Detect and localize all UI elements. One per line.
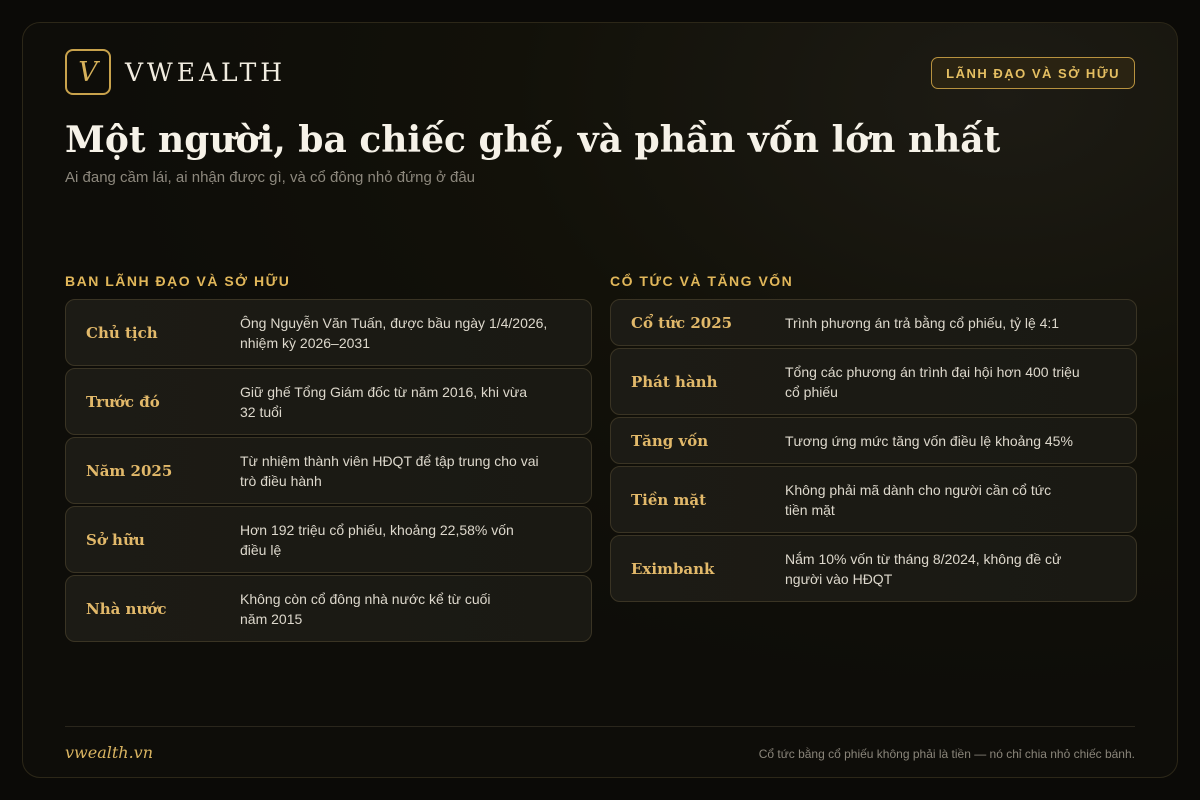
- row-label: Nhà nước: [86, 599, 167, 618]
- info-row-state: [65, 575, 592, 642]
- brand: [65, 49, 286, 95]
- info-row-previous: [65, 368, 592, 435]
- leadership-list: [65, 299, 592, 644]
- row-label: Sở hữu: [86, 530, 145, 549]
- row-value-line: người vào HĐQT: [785, 570, 893, 587]
- row-value-line: Nắm 10% vốn từ tháng 8/2024, không đề cử: [785, 550, 1062, 567]
- info-row-dividend: [610, 299, 1137, 346]
- row-value-line: 32 tuổi: [240, 403, 283, 420]
- info-row-chairman: [65, 299, 592, 366]
- row-label: Tăng vốn: [631, 431, 709, 450]
- dividend-list: [610, 299, 1137, 604]
- row-value-line: điều lệ: [240, 541, 282, 558]
- row-value: [785, 313, 1115, 333]
- info-row-ownership: [65, 506, 592, 573]
- row-label: Tiền mặt: [631, 490, 707, 509]
- info-row-cash: [610, 466, 1137, 533]
- page-title: Một người, ba chiếc ghế, và phần vốn lớn nhất: [65, 119, 1001, 161]
- info-row-capital: [610, 417, 1137, 464]
- row-value-line: Tương ứng mức tăng vốn điều lệ khoảng 45%: [785, 432, 1073, 449]
- row-value-line: Tổng các phương án trình đại hội hơn 400 triệu: [785, 363, 1080, 380]
- row-value: [240, 382, 580, 422]
- row-value-line: nhiệm kỳ 2026–2031: [240, 334, 370, 351]
- info-row-eximbank: [610, 535, 1137, 602]
- row-value-line: Trình phương án trả bằng cổ phiếu, tỷ lệ 4:1: [785, 314, 1060, 331]
- row-value-line: Hơn 192 triệu cổ phiếu, khoảng 22,58% vốn: [240, 521, 514, 538]
- row-label: Eximbank: [631, 559, 715, 578]
- row-value: [240, 589, 580, 629]
- row-label: Phát hành: [631, 372, 718, 391]
- left-section-title: BAN LÃNH ĐẠO VÀ SỞ HỮU: [65, 273, 291, 289]
- footer-note: Cổ tức bằng cổ phiếu không phải là tiền — nó chỉ chia nhỏ chiếc bánh.: [758, 747, 1135, 761]
- row-label: Trước đó: [86, 392, 160, 411]
- row-value: [240, 451, 580, 491]
- row-value-line: năm 2015: [240, 610, 303, 627]
- row-value: [240, 313, 580, 353]
- category-badge: LÃNH ĐẠO VÀ SỞ HỮU: [931, 57, 1135, 89]
- row-value-line: Giữ ghế Tổng Giám đốc từ năm 2016, khi vừa: [240, 383, 527, 400]
- row-value: [785, 549, 1115, 589]
- footer-divider: [65, 726, 1135, 727]
- right-section-title: CỔ TỨC VÀ TĂNG VỐN: [610, 273, 794, 289]
- row-label: Cổ tức 2025: [631, 313, 733, 332]
- row-value-line: tiền mặt: [785, 501, 835, 518]
- info-row-issuance: [610, 348, 1137, 415]
- row-label: Năm 2025: [86, 461, 173, 480]
- footer-site[interactable]: vwealth.vn: [65, 743, 154, 762]
- infographic-card: [22, 22, 1178, 778]
- row-label: Chủ tịch: [86, 323, 158, 342]
- row-value-line: Không phải mã dành cho người cần cổ tức: [785, 481, 1052, 498]
- brand-logo: V: [65, 49, 111, 95]
- row-value-line: Không còn cổ đông nhà nước kể từ cuối: [240, 590, 491, 607]
- row-value-line: trò điều hành: [240, 472, 322, 489]
- row-value: [785, 480, 1115, 520]
- row-value: [785, 362, 1115, 402]
- info-row-2025: [65, 437, 592, 504]
- row-value: [785, 431, 1115, 451]
- row-value: [240, 520, 580, 560]
- brand-name: VWEALTH: [125, 57, 287, 87]
- row-value-line: cổ phiếu: [785, 383, 838, 400]
- row-value-line: Ông Nguyễn Văn Tuấn, được bầu ngày 1/4/2026,: [240, 314, 548, 331]
- page-subtitle: Ai đang cầm lái, ai nhận được gì, và cổ đông nhỏ đứng ở đâu: [65, 169, 476, 186]
- row-value-line: Từ nhiệm thành viên HĐQT để tập trung cho vai: [240, 452, 539, 469]
